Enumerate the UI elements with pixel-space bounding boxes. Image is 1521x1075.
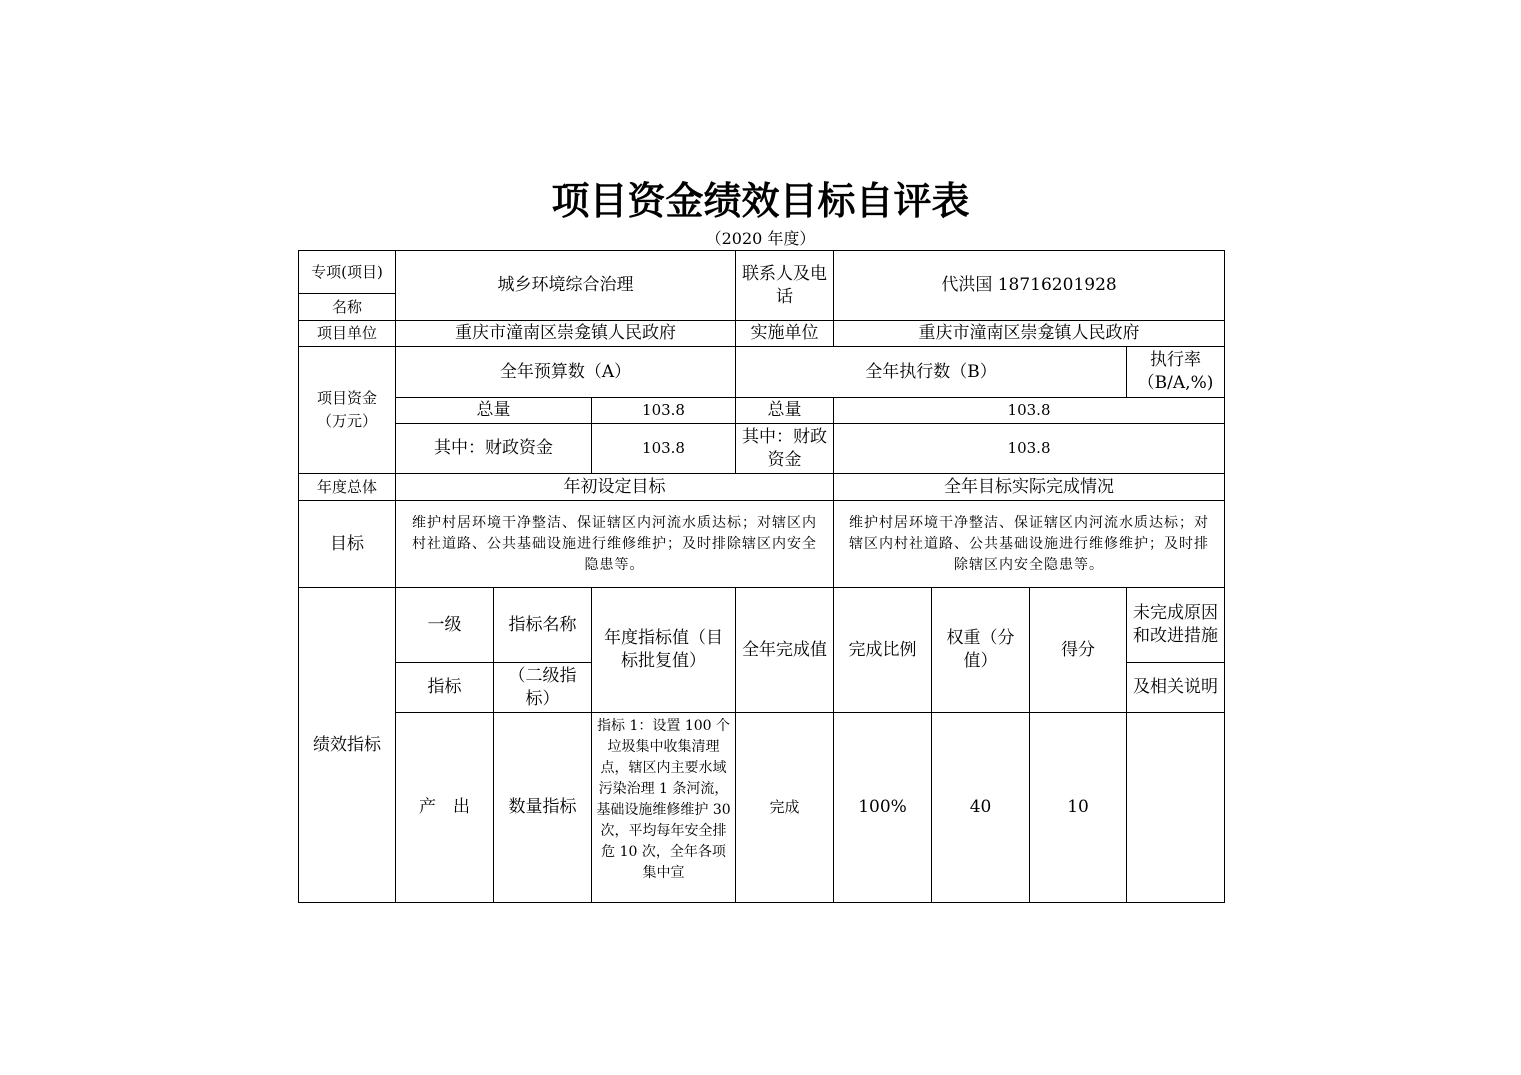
row-weight: 40 xyxy=(932,713,1030,903)
complete-header: 全年完成值 xyxy=(736,588,834,713)
overall-goal-label-2: 目标 xyxy=(299,501,396,588)
budget-header: 全年预算数（A） xyxy=(396,347,736,398)
implementing-unit-value: 重庆市潼南区崇龛镇人民政府 xyxy=(834,321,1225,347)
row-reason xyxy=(1127,713,1225,903)
page-subtitle: （2020 年度） xyxy=(705,229,816,248)
funds-label: 项目资金（万元） xyxy=(299,347,396,474)
row-complete: 完成 xyxy=(736,713,834,903)
row-target: 指标 1：设置 100 个垃圾集中收集清理点，辖区内主要水域污染治理 1 条河流，基础设施维修维护 30 次，平均每年安全排危 10 次，全年各项集中宣 xyxy=(592,713,736,903)
row-level: 产 出 xyxy=(396,713,494,903)
exec-header: 全年执行数（B） xyxy=(736,347,1127,398)
project-unit-label: 项目单位 xyxy=(299,321,396,347)
fiscal-exec-label: 其中：财政资金 xyxy=(736,424,834,474)
fiscal-budget: 103.8 xyxy=(592,424,736,474)
row-score: 10 xyxy=(1030,713,1127,903)
performance-table xyxy=(298,250,1225,903)
fiscal-exec: 103.8 xyxy=(834,424,1225,474)
score-header: 得分 xyxy=(1030,588,1127,713)
indicator-name-header: 指标名称 xyxy=(494,588,592,663)
weight-header: 权重（分值） xyxy=(932,588,1030,713)
project-name-value: 城乡环境综合治理 xyxy=(396,251,736,321)
contact-value: 代洪国 18716201928 xyxy=(834,251,1225,321)
target-header: 年度指标值（目标批复值） xyxy=(592,588,736,713)
indicator-name-header-2: （二级指标） xyxy=(494,663,592,713)
initial-goal-header: 年初设定目标 xyxy=(396,474,834,501)
project-name-label-2: 名称 xyxy=(299,294,396,321)
total-budget: 103.8 xyxy=(592,398,736,424)
overall-goal-label: 年度总体 xyxy=(299,474,396,501)
fiscal-label: 其中：财政资金 xyxy=(396,424,592,474)
total-exec-label: 总量 xyxy=(736,398,834,424)
actual-goal-text: 维护村居环境干净整洁、保证辖区内河流水质达标；对辖区内村社道路、公共基础设施进行维修维护；及时排除辖区内安全隐患等。 xyxy=(834,501,1225,588)
total-exec: 103.8 xyxy=(834,398,1225,424)
total-label: 总量 xyxy=(396,398,592,424)
table-row xyxy=(299,713,1225,903)
page-title: 项目资金绩效目标自评表 xyxy=(551,179,970,223)
level-header: 一级 xyxy=(396,588,494,663)
perf-label: 绩效指标 xyxy=(299,588,396,903)
actual-goal-header: 全年目标实际完成情况 xyxy=(834,474,1225,501)
reason-header-2: 及相关说明 xyxy=(1127,663,1225,713)
row-ratio: 100% xyxy=(834,713,932,903)
initial-goal-text: 维护村居环境干净整洁、保证辖区内河流水质达标；对辖区内村社道路、公共基础设施进行维修维护；及时排除辖区内安全隐患等。 xyxy=(396,501,834,588)
project-unit-value: 重庆市潼南区崇龛镇人民政府 xyxy=(396,321,736,347)
row-indicator-name: 数量指标 xyxy=(494,713,592,903)
rate-header: 执行率（B/A,%) xyxy=(1127,347,1225,398)
project-name-label: 专项(项目) xyxy=(299,251,396,294)
implementing-unit-label: 实施单位 xyxy=(736,321,834,347)
reason-header: 未完成原因和改进措施 xyxy=(1127,588,1225,663)
contact-label: 联系人及电话 xyxy=(736,251,834,321)
ratio-header: 完成比例 xyxy=(834,588,932,713)
level-header-2: 指标 xyxy=(396,663,494,713)
